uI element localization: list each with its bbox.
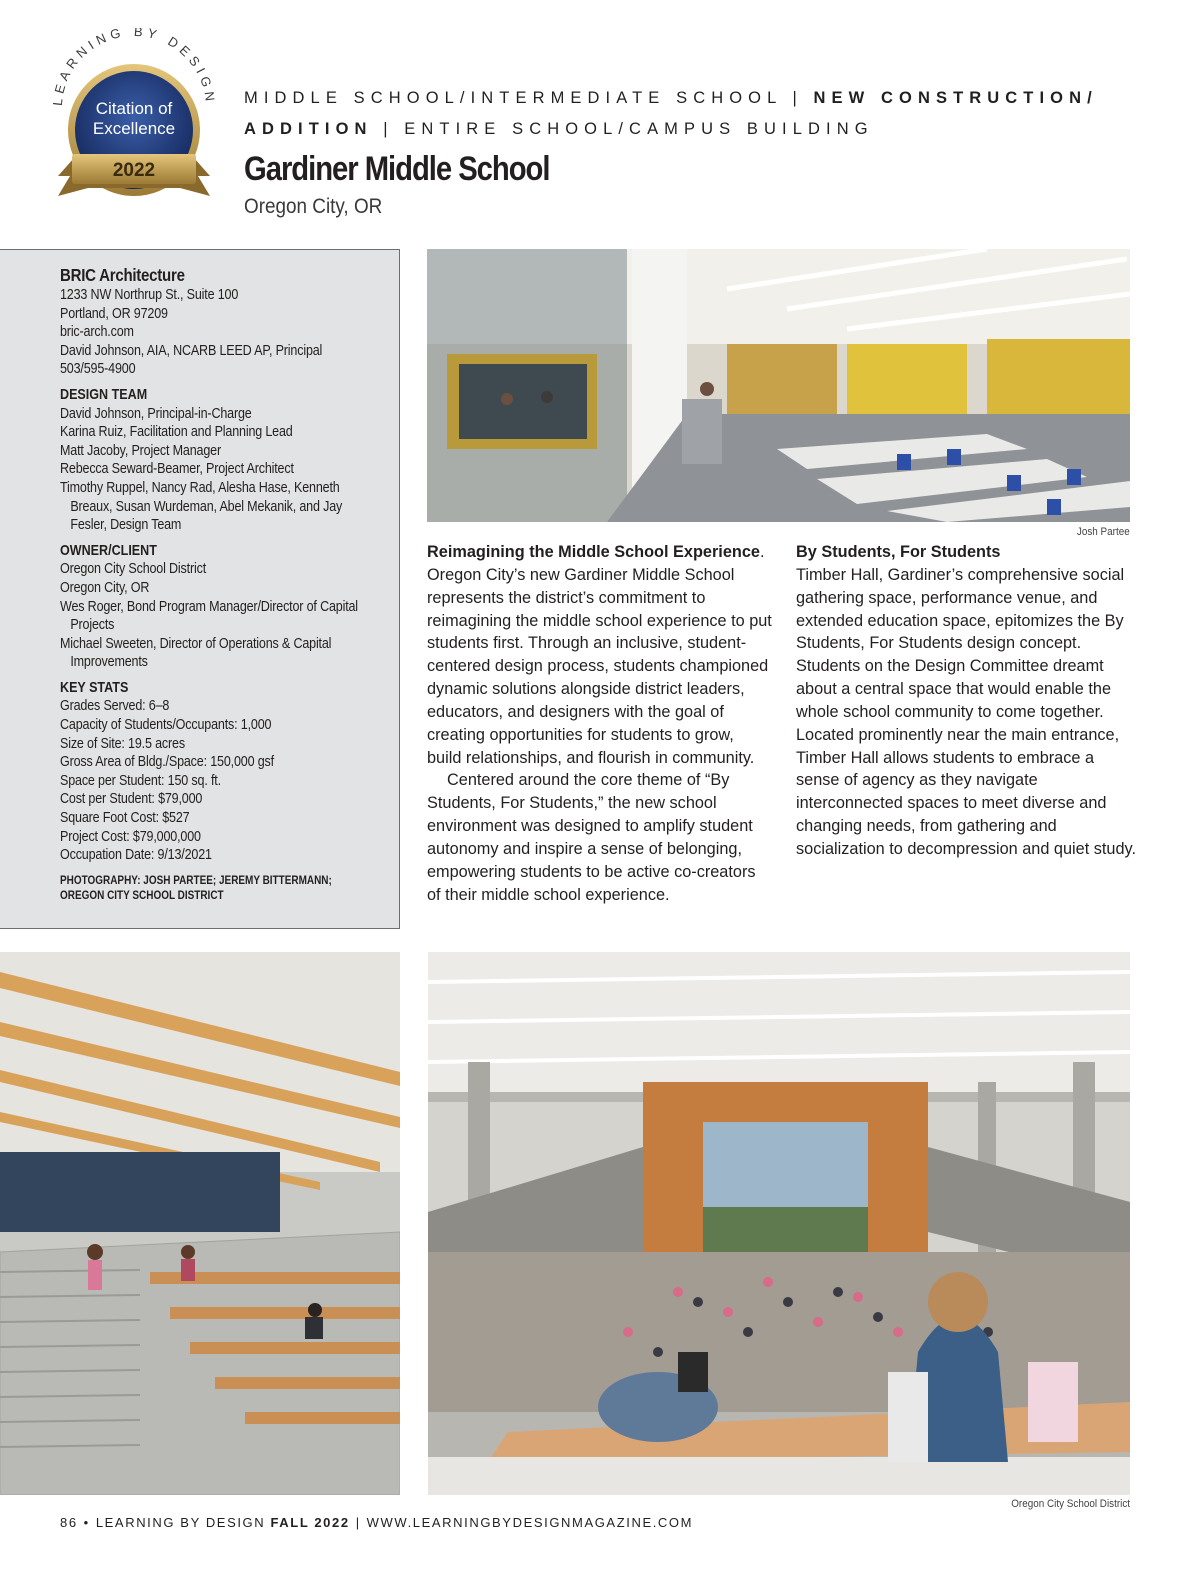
stat-line: Gross Area of Bldg./Space: 150,000 gsf: [60, 754, 274, 771]
owner-line: Michael Sweeten, Director of Operations & Capital Improvements: [60, 635, 332, 671]
badge-line-2: Excellence: [92, 119, 176, 138]
photo-stairs: [0, 952, 400, 1495]
project-info-box: [0, 249, 400, 929]
owner-line: Oregon City School District: [60, 561, 207, 578]
category-line-2: [244, 120, 874, 139]
article-heading-right: By Students, For Students: [796, 543, 1001, 561]
stat-line: Cost per Student: $79,000: [60, 791, 203, 808]
article-paragraph-3: Timber Hall, Gardiner’s comprehensive social gathering space, performance venue, and extended education space, epitomizes the By Students, For Students design concept. Students on the Design Committee dreamt about a central space that would enable the whole school community to come together. Located prominently near the main entrance, Timber Hall allows students to embrace a sense of agency as they navigate interconnected spaces to meet diverse and changing needs, from gathering and socialization to decompression and quiet study.: [796, 565, 1136, 858]
category-line-1-bold: NEW CONSTRUCTION/: [813, 89, 1098, 107]
photo-classroom: [427, 249, 1130, 522]
design-team-member: Timothy Ruppel, Nancy Rad, Alesha Hase, Kenneth Breaux, Susan Wurdeman, Abel Mekanik, and Jay Fesler, Design Team: [60, 479, 343, 534]
stat-line: Occupation Date: 9/13/2021: [60, 847, 212, 864]
design-team-member: Rebecca Seward-Beamer, Project Architect: [60, 461, 294, 478]
category-line-1-regular: MIDDLE SCHOOL/INTERMEDIATE SCHOOL |: [244, 89, 814, 107]
article-heading-left: Reimagining the Middle School Experience: [427, 543, 760, 561]
magazine-url[interactable]: WWW.LEARNINGBYDESIGNMAGAZINE.COM: [366, 1515, 694, 1530]
heading-period: .: [759, 543, 765, 561]
owner-heading: OWNER/CLIENT: [60, 542, 157, 559]
article-column-right: [796, 541, 1141, 861]
firm-website: bric-arch.com: [60, 324, 134, 341]
article-paragraph-1: [427, 541, 772, 769]
stat-line: Space per Student: 150 sq. ft.: [60, 772, 221, 789]
footer-bullet: •: [83, 1515, 90, 1530]
stat-line: Capacity of Students/Occupants: 1,000: [60, 717, 272, 734]
badge-line-1: Citation of: [95, 99, 173, 118]
firm-phone: 503/595-4900: [60, 361, 136, 378]
firm-city: Portland, OR 97209: [60, 305, 168, 322]
key-stats-heading: KEY STATS: [60, 679, 129, 696]
design-team-member: David Johnson, Principal-in-Charge: [60, 405, 252, 422]
stat-line: Square Foot Cost: $527: [60, 810, 190, 827]
article-text-left-1: Oregon City’s new Gardiner Middle School represents the district’s commitment to reimagining the middle school experience to put students first. Through an inclusive, student-centered design process, students championed dynamic solutions alongside district leaders, educators, and designers with the goal of creating opportunities for students to grow, build relationships, and flourish in community.: [427, 565, 772, 767]
photography-credit: PHOTOGRAPHY: JOSH PARTEE; JEREMY BITTERMANN; OREGON CITY SCHOOL DISTRICT: [60, 873, 332, 902]
article-paragraph-2: Centered around the core theme of “By Students, For Students,” the new school environment was designed to amplify student autonomy and inspire a sense of belonging, empowering students to be active co-creators of their middle school experience.: [427, 771, 756, 904]
firm-name: BRIC Architecture: [60, 265, 185, 285]
page-number: 86: [60, 1515, 78, 1530]
stat-line: Grades Served: 6–8: [60, 698, 170, 715]
owner-line: Wes Roger, Bond Program Manager/Director of Capital Projects: [60, 598, 358, 634]
article-column-left: [427, 541, 772, 907]
issue-label: FALL 2022: [270, 1515, 350, 1530]
stat-line: Size of Site: 19.5 acres: [60, 735, 185, 752]
owner-line: Oregon City, OR: [60, 579, 150, 596]
page-footer: [60, 1515, 693, 1530]
photo-credit-bottom: Oregon City School District: [1011, 1498, 1130, 1510]
citation-badge: [40, 28, 230, 218]
firm-address: 1233 NW Northrup St., Suite 100: [60, 287, 239, 303]
badge-graphic: [40, 28, 230, 218]
category-line-1: [244, 89, 1098, 108]
design-team-member: Matt Jacoby, Project Manager: [60, 442, 221, 459]
category-line-2-bold: ADDITION: [244, 120, 373, 138]
stat-line: Project Cost: $79,000,000: [60, 828, 201, 845]
badge-arc-text: LEARNING BY DESIGN: [49, 28, 219, 107]
design-team-member: Karina Ruiz, Facilitation and Planning Lead: [60, 424, 293, 441]
magazine-name: LEARNING BY DESIGN: [95, 1515, 266, 1530]
category-line-2-regular: | ENTIRE SCHOOL/CAMPUS BUILDING: [372, 120, 874, 138]
photo-timber-hall: [428, 952, 1130, 1495]
firm-principal: David Johnson, AIA, NCARB LEED AP, Principal: [60, 342, 323, 359]
badge-year: 2022: [112, 160, 156, 181]
page-title: Gardiner Middle School: [244, 150, 550, 188]
photo-credit-top: Josh Partee: [1077, 526, 1130, 538]
design-team-heading: DESIGN TEAM: [60, 386, 148, 403]
footer-divider: |: [355, 1515, 361, 1530]
location: Oregon City, OR: [244, 195, 383, 218]
